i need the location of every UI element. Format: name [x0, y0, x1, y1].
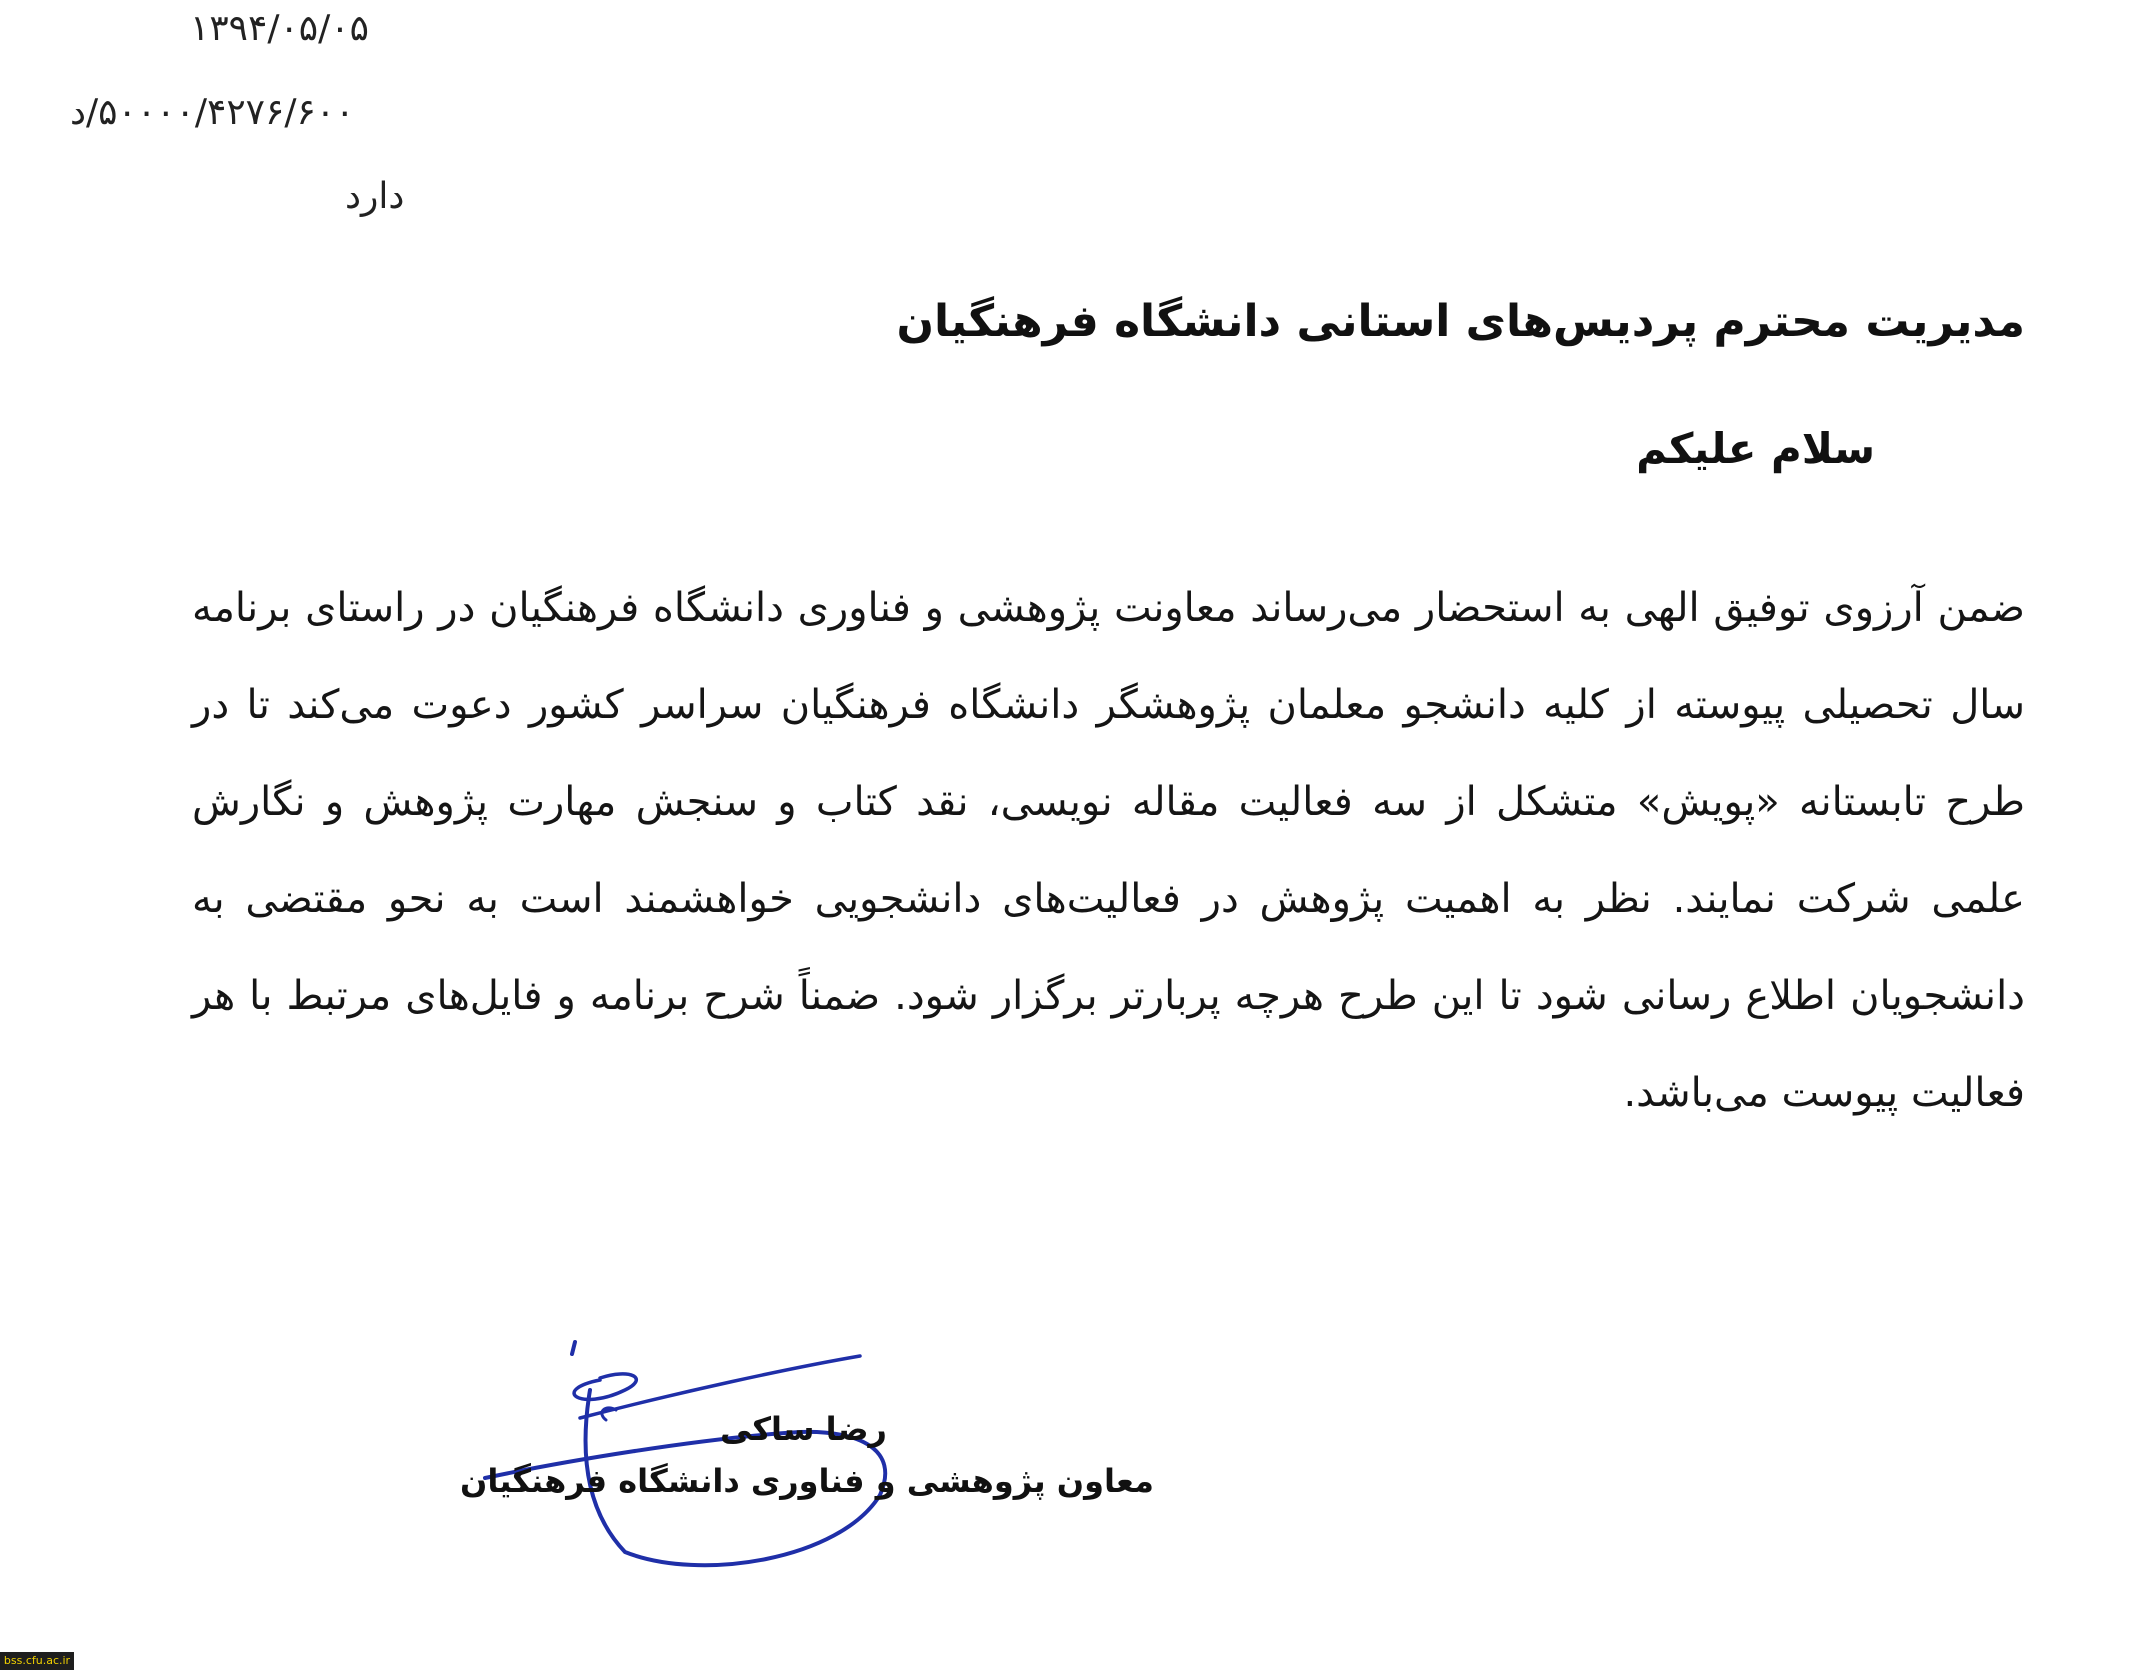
letter-number: ۵۰۰۰۰/۴۲۷۶/۶۰۰/د	[70, 92, 355, 133]
signer-title: معاون پژوهشی و فناوری دانشگاه فرهنگیان	[460, 1462, 1154, 1500]
handwritten-signature-icon	[440, 1320, 1040, 1580]
letter-date: ۱۳۹۴/۰۵/۰۵	[190, 8, 369, 49]
addressee-heading: مدیریت محترم پردیس‌های استانی دانشگاه فرهنگیان	[896, 296, 2025, 347]
attachment-status: دارد	[345, 176, 405, 217]
letter-body: ضمن آرزوی توفیق الهی به استحضار می‌رساند معاونت پژوهشی و فناوری دانشگاه فرهنگیان در راستای برنامه سال تحصیلی پیوسته از کلیه دانشجو معلمان پژوهشگر دانشگاه فرهنگیان سراسر کشور دعوت می‌کند تا در طرح تابستانه «پویش» متشکل از سه فعالیت مقاله نویسی، نقد کتاب و سنجش مهارت پژوهش و نگارش علمی شرکت نمایند. نظر به اهمیت پژوهش در فعالیت‌های دانشجویی خواهشمند است به نحو مقتضی به دانشجویان اطلاع رسانی شود تا این طرح هرچه پربارتر برگزار شود. ضمناً شرح برنامه و فایل‌های مرتبط با هر فعالیت پیوست می‌باشد.	[192, 585, 2025, 1116]
signature-block	[440, 1320, 1154, 1580]
signer-name: رضا ساکی	[720, 1410, 887, 1448]
greeting: سلام علیکم	[1636, 424, 1875, 473]
site-watermark: bss.cfu.ac.ir	[0, 1652, 74, 1670]
